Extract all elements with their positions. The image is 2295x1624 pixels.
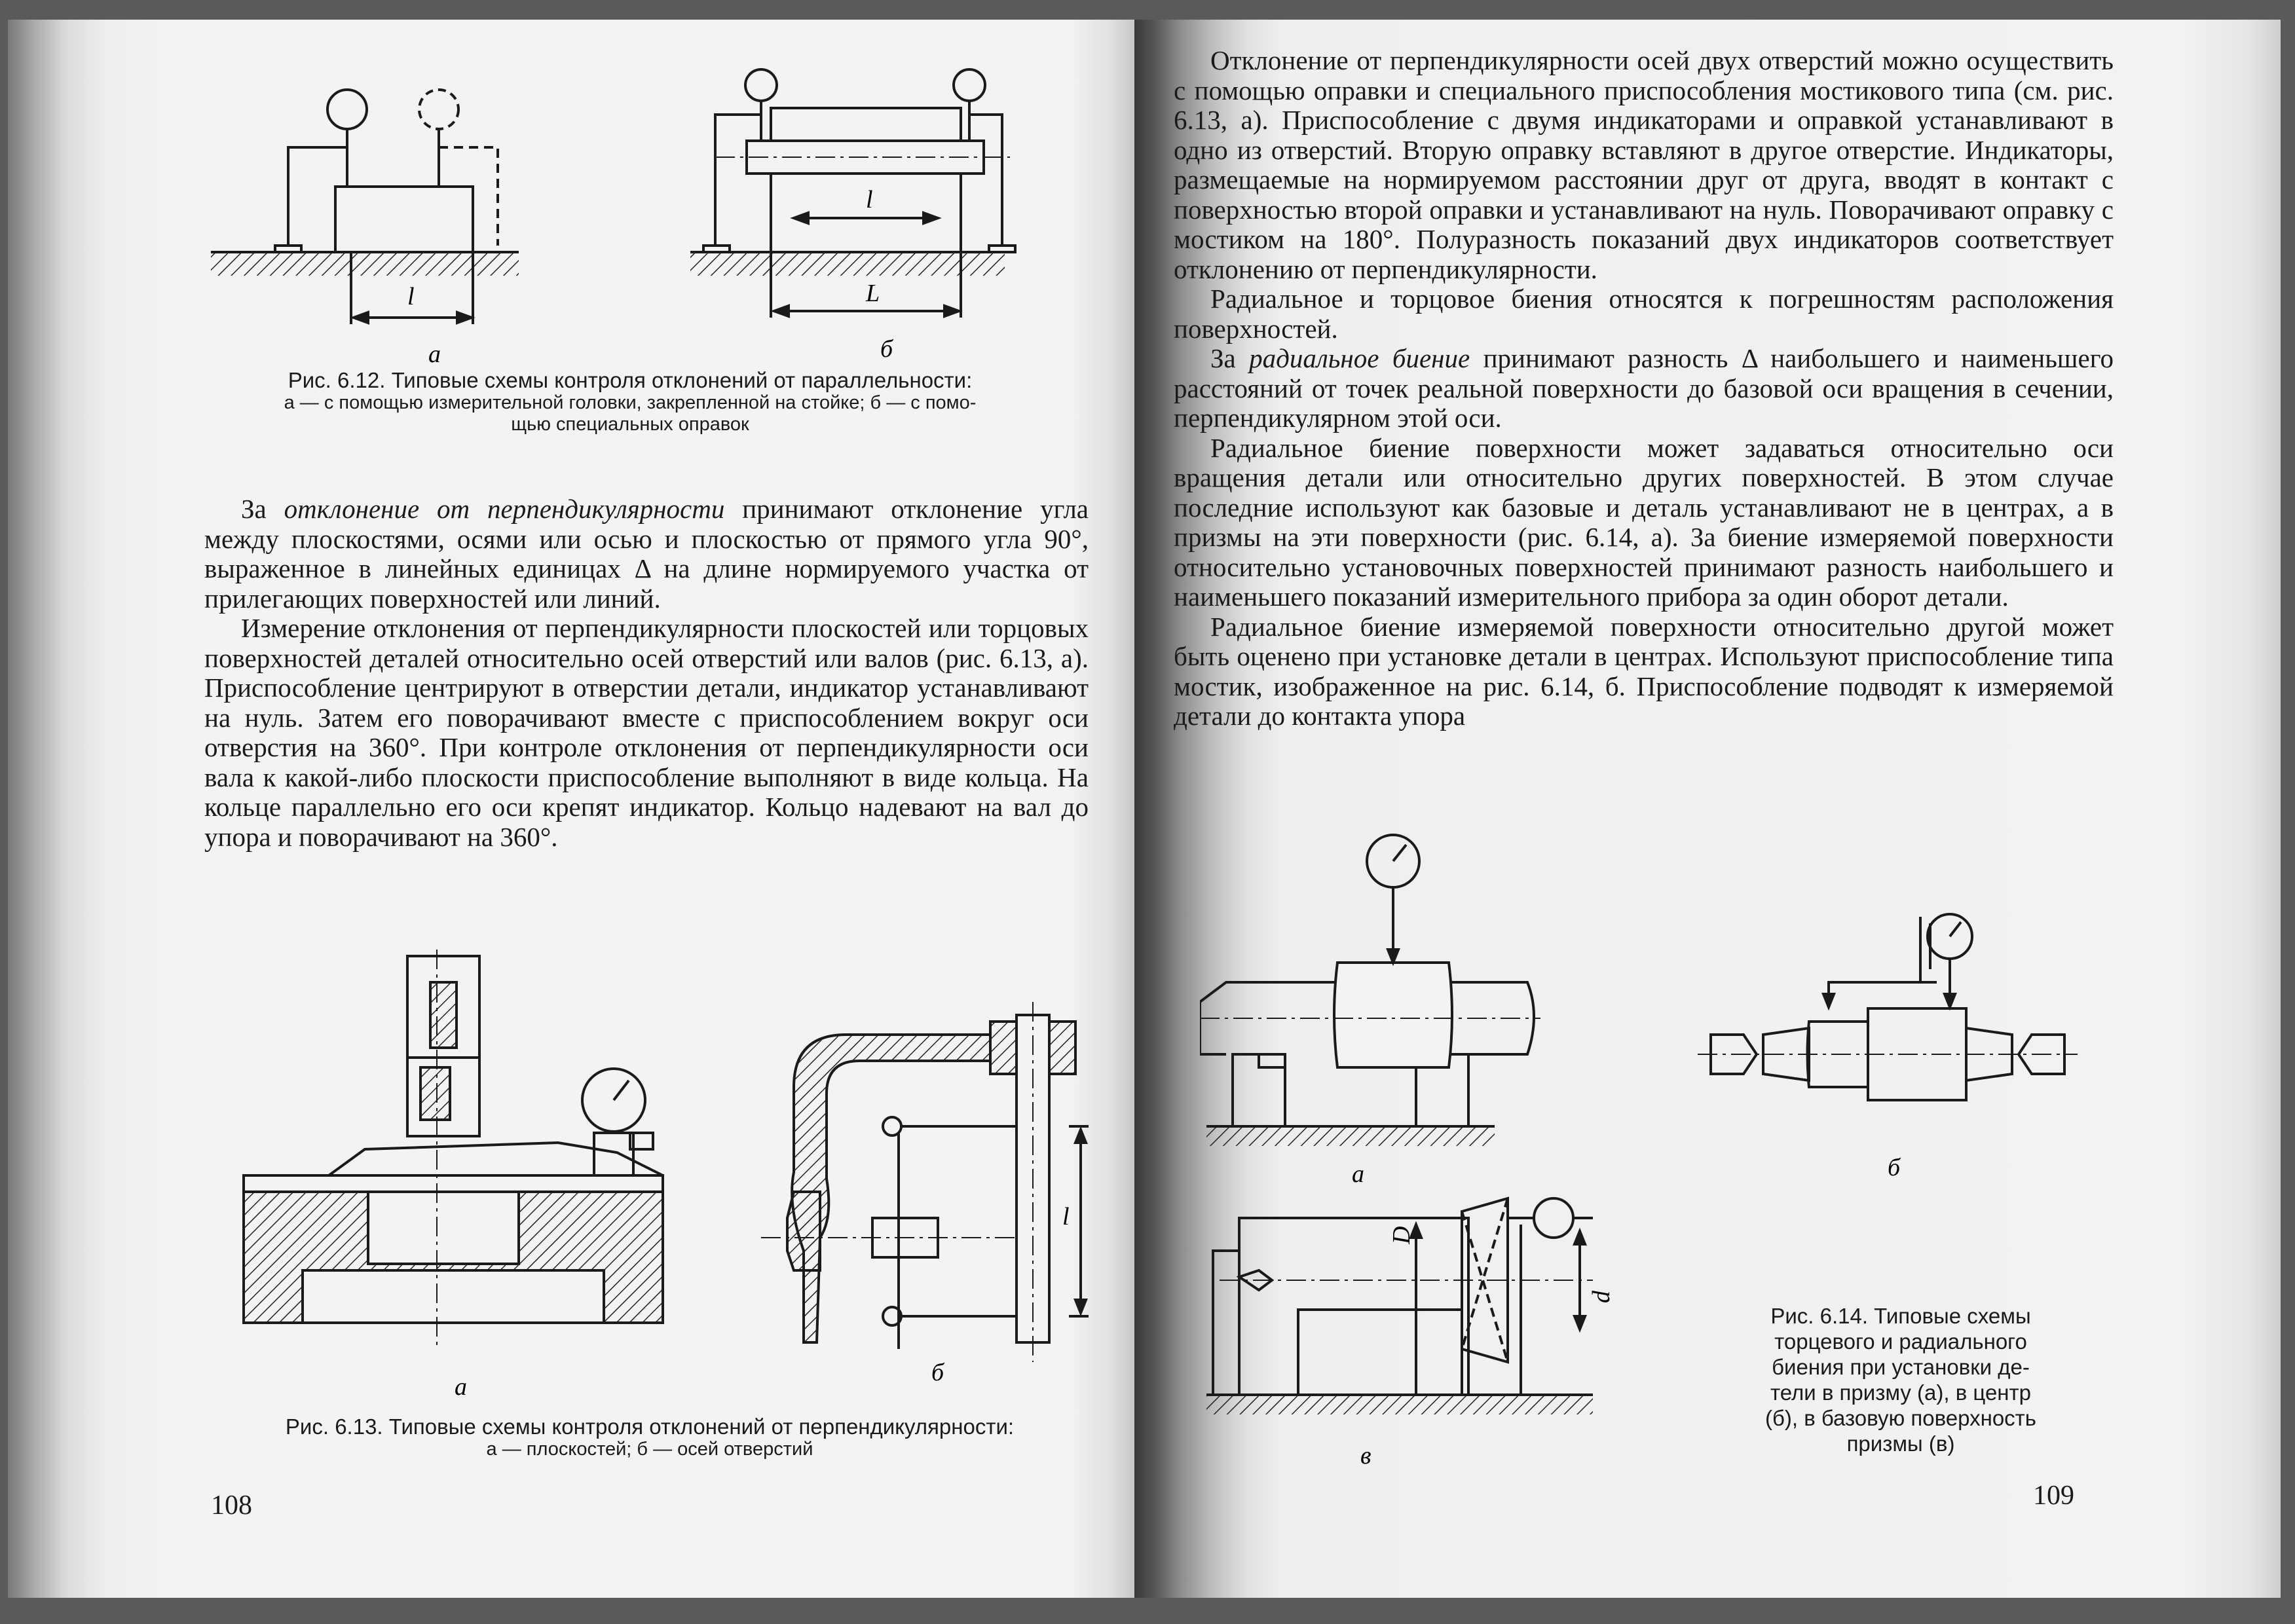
right-paragraph-4: Радиальное биение поверхности может задаваться относительно оси вращения детали или относительно других поверхностей. В этом случае последние используют как базовые и деталь устанавливают не в центрах, а в призмы на эти поверхности (рис. 6.14, а). За биение измеряемой поверхности относительно установочных поверхностей принимают разность наибольшего и наименьшего показаний измерительного прибора за один оборот детали. — [1174, 432, 2114, 612]
right-paragraph-1: Отклонение от перпендикулярности осей двух отверстий можно осуществить с помощью оправки и специального приспособления мостикового типа (см. рис. 6.13, а). Приспособление с двумя индикаторами и оправкой устанавливают в одно из отверстий. Вторую оправку вставляют в другое отверстие. Индикаторы, размещаемые на нормируемом расстоянии друг от друга, вводят в контакт с поверхностью второй оправки и устанавливают на нуль. Поворачивают оправку с мостиком на 180°. Полуразность показаний двух индикаторов соответствует отклонению от перпендикулярности. — [1174, 45, 2114, 284]
fig-613-dim-l: l — [1062, 1203, 1070, 1230]
fig-614-caption-l3: биения при установки де- — [1772, 1355, 2030, 1379]
right-p3-rest: принимают разность Δ наибольшего и наименьшего расстояний от точек реальной поверхности до базовой оси вращения в сечении, перпендикулярном этой оси. — [1174, 343, 2114, 433]
page-number-left: 108 — [211, 1490, 252, 1521]
left-paragraph-1 — [204, 494, 1089, 614]
figure-6-12-drawing — [191, 56, 1089, 383]
fig-612-caption-line2: а — с помощью измерительной головки, закрепленной на стойке; б — с помо- — [284, 392, 977, 413]
fig-614-caption-l1: Рис. 6.14. Типовые схемы — [1770, 1304, 2031, 1328]
right-page — [1134, 20, 2281, 1598]
figure-6-14-caption — [1727, 1303, 2074, 1456]
right-paragraph-2: Радиальное и торцовое биения относятся к погрешностям расположения поверхностей. — [1174, 284, 2114, 344]
figure-6-13-caption — [204, 1414, 1095, 1460]
fig-614-caption-l4: тели в призму (а), в центр — [1770, 1380, 2031, 1405]
right-paragraph-5: Радиальное биение измеряемой поверхности относительно другой может быть оценено при установке детали в центрах. Используют приспособление типа мостик, изображенное на рис. 6.14, б. Приспособление подводят к измеряемой детали до контакта упора — [1174, 611, 2114, 731]
term-radial-runout: радиальное биение — [1249, 343, 1470, 373]
figure-6-14-drawing — [1200, 819, 2235, 1480]
fig-614-label-v: в — [1360, 1442, 1371, 1469]
fig-612-label-b: б — [880, 335, 893, 363]
fig-612-dim-l-b: l — [866, 186, 873, 213]
figure-6-12-caption — [152, 368, 1108, 435]
right-paragraph-3 — [1174, 344, 2114, 434]
fig-614-caption-l5: (б), в базовую поверхность — [1765, 1406, 2036, 1430]
term-perpendicularity: отклонение от перпендикулярности — [284, 494, 725, 524]
fig-614-caption-l6: призмы (в) — [1846, 1431, 1955, 1456]
fig-613-caption-line2: а — плоскостей; б — осей отверстий — [486, 1439, 813, 1460]
fig-612-caption-title: Рис. 6.12. Типовые схемы контроля отклонений от параллельности: — [288, 368, 973, 392]
left-p1-rest: принимают отклонение угла между плоскостями, осями или осью и плоскостью от прямого угла 90°, выраженное в линейных единицах Δ на длине нормируемого участка от прилегающих поверхностей или линий. — [204, 494, 1089, 614]
fig-613-label-a: а — [455, 1373, 467, 1401]
figure-6-12 — [191, 56, 1089, 383]
page-number-right: 109 — [2033, 1481, 2074, 1511]
right-p3-lead: За — [1210, 343, 1250, 373]
fig-614-dim-D: D — [1388, 1226, 1415, 1244]
left-p1-lead: За — [241, 494, 284, 524]
figure-6-14 — [1200, 819, 2235, 1480]
left-body-text — [204, 494, 1089, 852]
figure-6-13 — [217, 943, 1134, 1401]
fig-614-caption-l2: торцевого и радиального — [1774, 1329, 2027, 1354]
fig-614-label-b: б — [1888, 1154, 1901, 1181]
right-body-text — [1174, 46, 2114, 731]
fig-614-label-a: а — [1352, 1160, 1364, 1188]
fig-612-dim-l-a: l — [407, 283, 415, 310]
fig-612-dim-L-b: L — [866, 280, 880, 307]
figure-6-13-drawing — [217, 943, 1134, 1401]
fig-614-dim-d: d — [1588, 1291, 1615, 1303]
left-paragraph-2: Измерение отклонения от перпендикулярности плоскостей или торцовых поверхностей деталей относительно осей отверстий или валов (рис. 6.13, а). Приспособление центрируют в отверстии детали, индикатор устанавливают на нуль. Затем его поворачивают вместе с приспособлением вокруг оси отверстия на 360°. При контроле отклонения от перпендикулярности оси вала к какой-либо плоскости приспособление выполняют в виде кольца. На кольце параллельно его оси крепят индикатор. Кольцо надевают на вал до упора и поворачивают на 360°. — [204, 613, 1089, 852]
fig-612-caption-line3: щью специальных оправок — [511, 414, 749, 435]
fig-613-caption-title: Рис. 6.13. Типовые схемы контроля отклонений от перпендикулярности: — [285, 1414, 1015, 1439]
fig-612-label-a: а — [428, 341, 441, 368]
fig-613-label-b: б — [931, 1359, 944, 1386]
left-page — [8, 20, 1134, 1598]
